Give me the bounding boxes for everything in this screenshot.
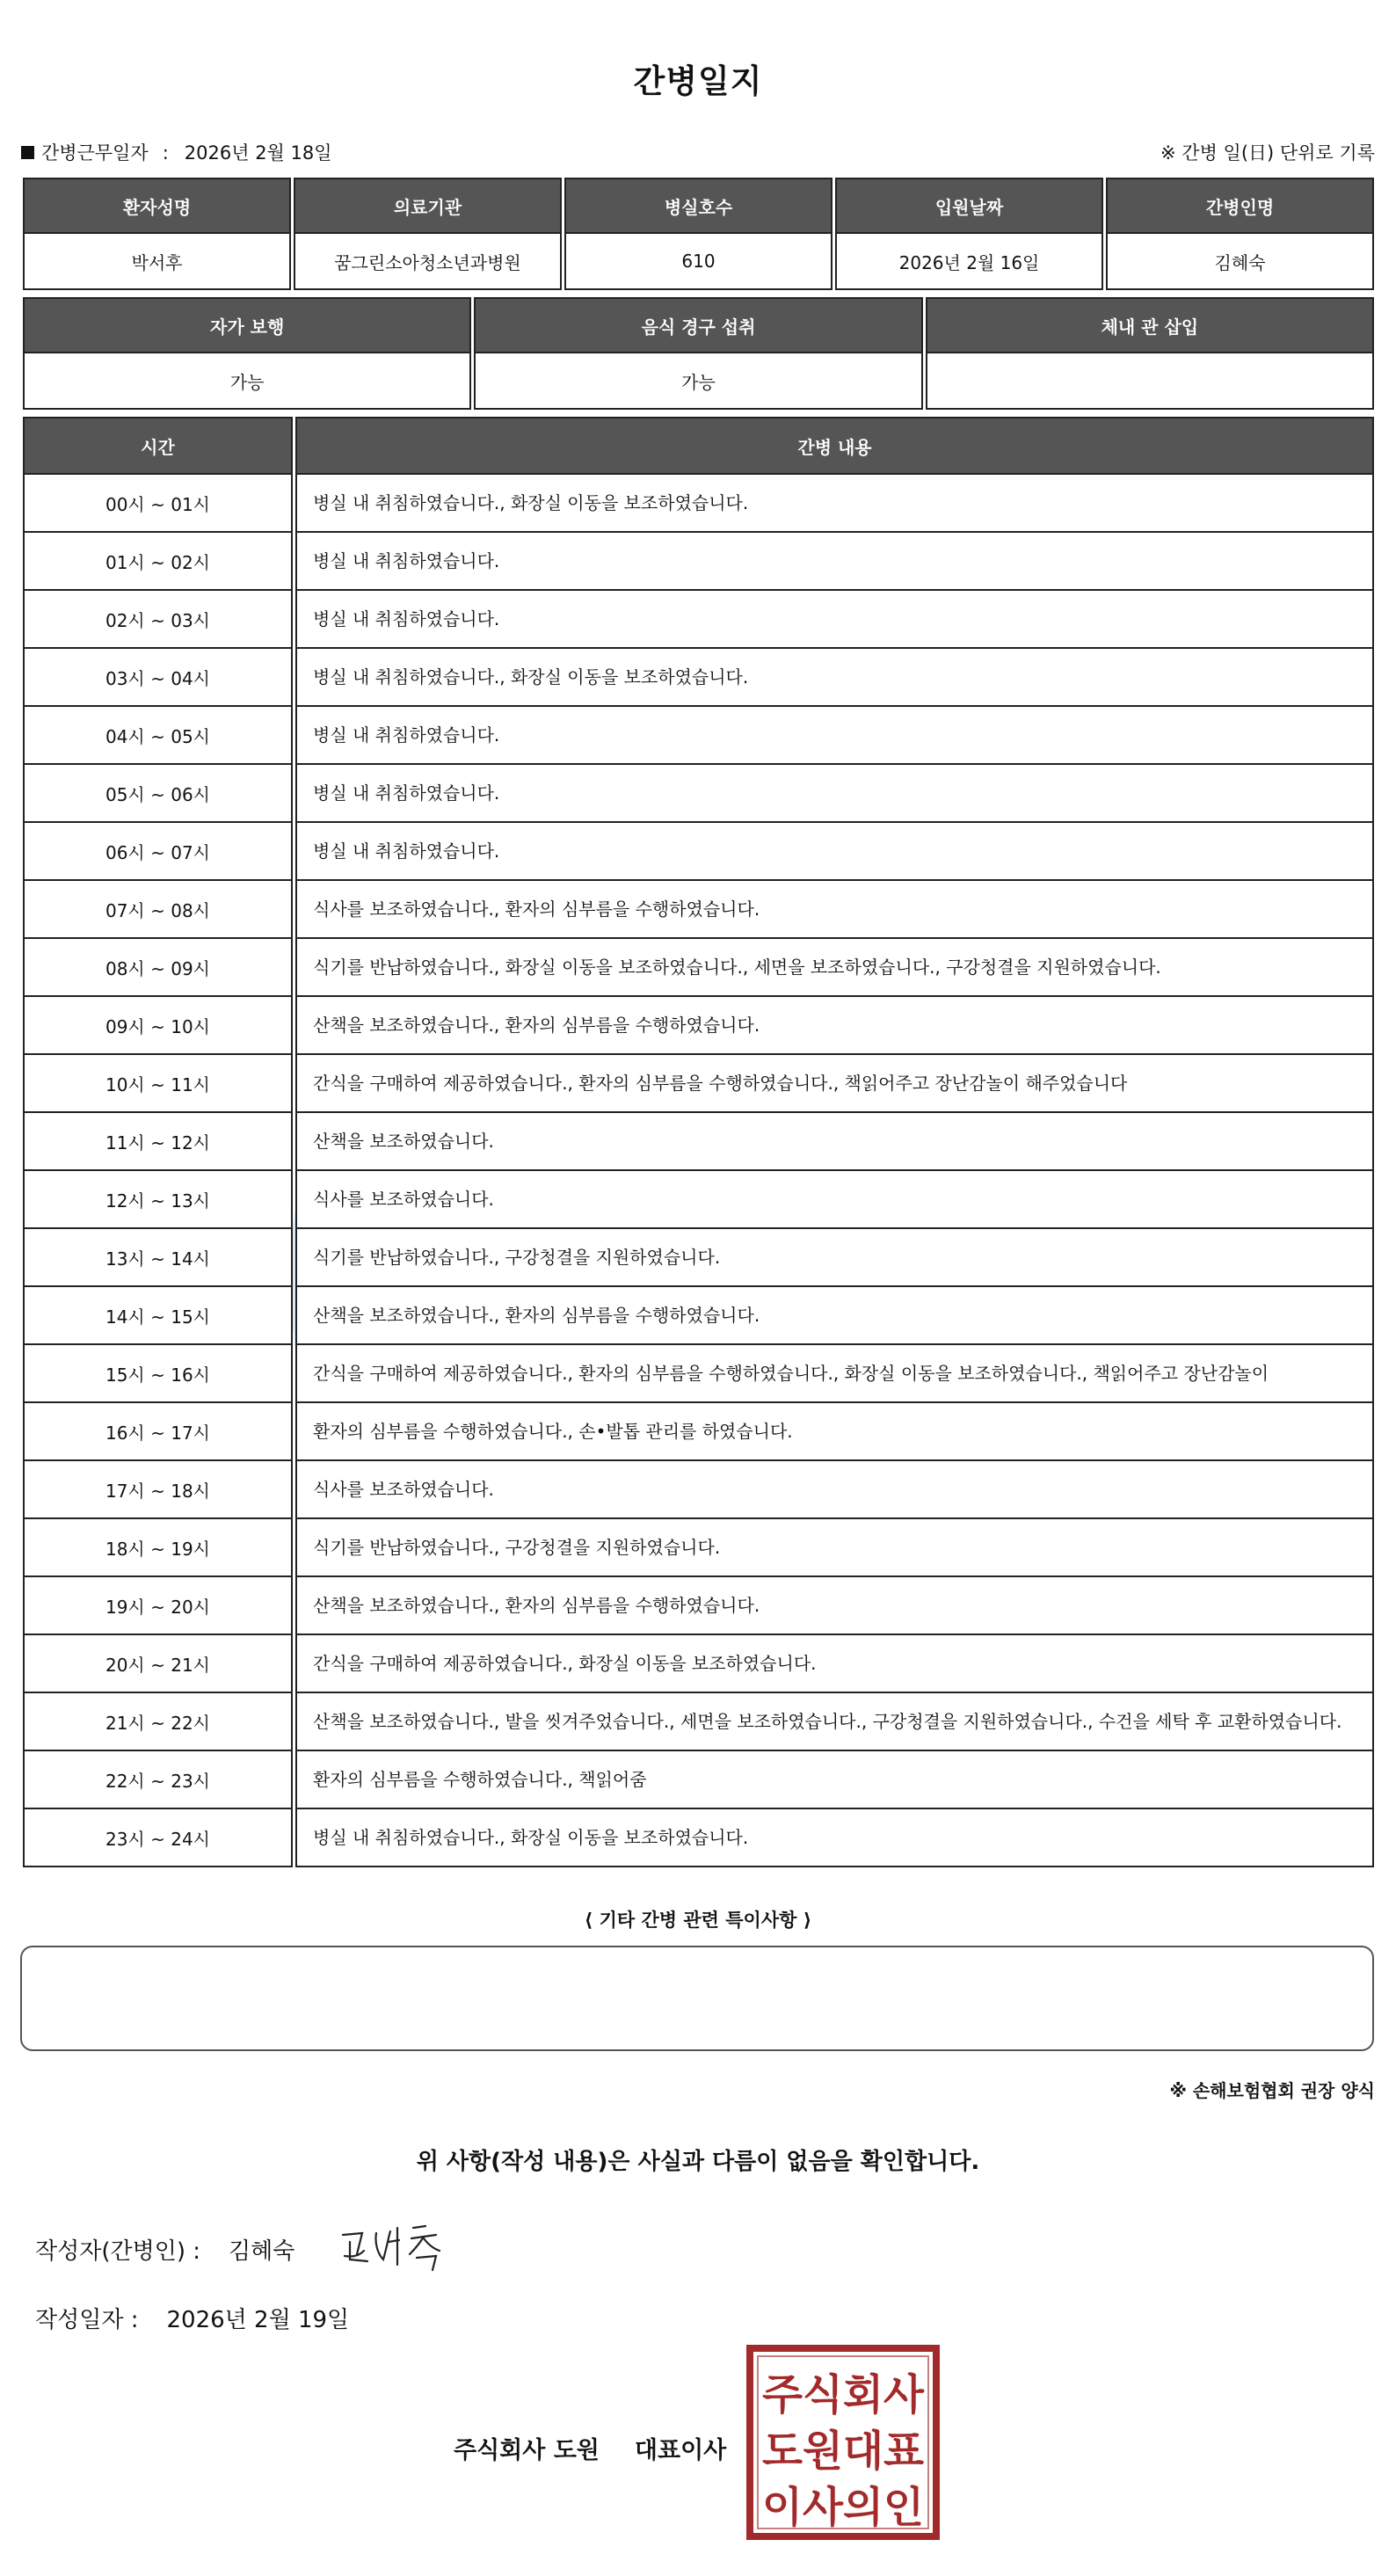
form-source-note: ※ 손해보험협회 권장 양식 xyxy=(1169,2080,1375,2101)
header-patient-name: 환자성명 xyxy=(23,178,291,234)
log-row xyxy=(23,591,1374,649)
seal-text-line: 이사의인 xyxy=(762,2483,924,2532)
log-time: 12시 ~ 13시 xyxy=(23,1171,293,1229)
square-bullet-icon xyxy=(21,146,34,159)
log-row xyxy=(23,765,1374,823)
oral-intake: 가능 xyxy=(474,353,922,410)
log-time: 07시 ~ 08시 xyxy=(23,881,293,939)
log-time: 15시 ~ 16시 xyxy=(23,1345,293,1403)
log-row xyxy=(23,939,1374,997)
status-header-row xyxy=(23,297,1374,353)
log-row xyxy=(23,1287,1374,1345)
log-row xyxy=(23,1055,1374,1113)
room-number: 610 xyxy=(564,234,833,290)
care-date-value: 2026년 2월 18일 xyxy=(184,142,332,164)
log-row xyxy=(23,533,1374,591)
log-header-row xyxy=(23,417,1374,475)
log-content: 식기를 반납하였습니다., 구강청결을 지원하였습니다. xyxy=(295,1519,1374,1577)
log-time: 16시 ~ 17시 xyxy=(23,1403,293,1461)
log-row xyxy=(23,1809,1374,1867)
company-role: 대표이사 xyxy=(634,2437,727,2464)
log-row xyxy=(23,649,1374,707)
patient-name: 박서후 xyxy=(23,234,291,290)
patient-header-row xyxy=(23,178,1374,234)
log-content: 병실 내 취침하였습니다., 화장실 이동을 보조하였습니다. xyxy=(295,475,1374,533)
patient-info-table xyxy=(20,178,1377,290)
remarks-title: ⟨ 기타 간병 관련 특이사항 ⟩ xyxy=(584,1910,812,1931)
log-content: 병실 내 취침하였습니다., 화장실 이동을 보조하였습니다. xyxy=(295,1809,1374,1867)
log-row xyxy=(23,1635,1374,1693)
patient-status-table xyxy=(20,297,1377,410)
log-content: 환자의 심부름을 수행하였습니다., 손•발톱 관리를 하였습니다. xyxy=(295,1403,1374,1461)
writer-label: 작성자(간병인) : xyxy=(35,2238,201,2265)
log-time: 13시 ~ 14시 xyxy=(23,1229,293,1287)
log-content: 간식을 구매하여 제공하였습니다., 화장실 이동을 보조하였습니다. xyxy=(295,1635,1374,1693)
log-row xyxy=(23,1171,1374,1229)
log-content: 식사를 보조하였습니다., 환자의 심부름을 수행하였습니다. xyxy=(295,881,1374,939)
header-self-walking: 자가 보행 xyxy=(23,297,471,353)
log-time: 11시 ~ 12시 xyxy=(23,1113,293,1171)
care-date-separator: : xyxy=(162,142,169,164)
log-row xyxy=(23,1229,1374,1287)
care-date-row xyxy=(21,139,1375,165)
company-name: 주식회사 도원 xyxy=(454,2437,600,2464)
header-institution: 의료기관 xyxy=(294,178,562,234)
log-time: 02시 ~ 03시 xyxy=(23,591,293,649)
writer-line xyxy=(35,2233,294,2266)
log-content: 식기를 반납하였습니다., 구강청결을 지원하였습니다. xyxy=(295,1229,1374,1287)
log-row xyxy=(23,1345,1374,1403)
log-row xyxy=(23,707,1374,765)
log-content: 병실 내 취침하였습니다., 화장실 이동을 보조하였습니다. xyxy=(295,649,1374,707)
log-content: 식사를 보조하였습니다. xyxy=(295,1461,1374,1519)
company-line xyxy=(454,2431,726,2465)
log-time: 21시 ~ 22시 xyxy=(23,1693,293,1751)
log-time: 22시 ~ 23시 xyxy=(23,1751,293,1809)
log-time: 00시 ~ 01시 xyxy=(23,475,293,533)
seal-text-line: 주식회사 xyxy=(762,2370,925,2420)
log-time: 05시 ~ 06시 xyxy=(23,765,293,823)
log-time: 18시 ~ 19시 xyxy=(23,1519,293,1577)
log-content: 산책을 보조하였습니다., 발을 씻겨주었습니다., 세면을 보조하였습니다., 구강청결을 지원하였습니다., 수건을 세탁 후 교환하였습니다. xyxy=(295,1693,1374,1751)
log-content: 병실 내 취침하였습니다. xyxy=(295,533,1374,591)
log-time: 19시 ~ 20시 xyxy=(23,1577,293,1635)
self-walking: 가능 xyxy=(23,353,471,410)
log-content: 식사를 보조하였습니다. xyxy=(295,1171,1374,1229)
log-content: 병실 내 취침하였습니다. xyxy=(295,765,1374,823)
log-content: 환자의 심부름을 수행하였습니다., 책읽어줌 xyxy=(295,1751,1374,1809)
log-content: 산책을 보조하였습니다., 환자의 심부름을 수행하였습니다. xyxy=(295,1577,1374,1635)
log-time: 14시 ~ 15시 xyxy=(23,1287,293,1345)
log-content: 간식을 구매하여 제공하였습니다., 환자의 심부름을 수행하였습니다., 책읽어주고 장난감놀이 해주었습니다 xyxy=(295,1055,1374,1113)
care-date-label: 간병근무일자 xyxy=(41,142,149,164)
log-row xyxy=(23,1751,1374,1809)
log-time: 08시 ~ 09시 xyxy=(23,939,293,997)
log-row xyxy=(23,1113,1374,1171)
log-content: 간식을 구매하여 제공하였습니다., 환자의 심부름을 수행하였습니다., 화장실 이동을 보조하였습니다., 책읽어주고 장난감놀이 xyxy=(295,1345,1374,1403)
log-row xyxy=(23,1577,1374,1635)
log-time: 09시 ~ 10시 xyxy=(23,997,293,1055)
header-time: 시간 xyxy=(23,417,293,475)
log-row xyxy=(23,823,1374,881)
log-time: 17시 ~ 18시 xyxy=(23,1461,293,1519)
header-oral-intake: 음식 경구 섭취 xyxy=(474,297,922,353)
written-date-label: 작성일자 : xyxy=(35,2307,139,2333)
log-row xyxy=(23,475,1374,533)
log-time: 01시 ~ 02시 xyxy=(23,533,293,591)
log-content: 식기를 반납하였습니다., 화장실 이동을 보조하였습니다., 세면을 보조하였습니다., 구강청결을 지원하였습니다. xyxy=(295,939,1374,997)
institution: 꿈그린소아청소년과병원 xyxy=(294,234,562,290)
log-time: 04시 ~ 05시 xyxy=(23,707,293,765)
remarks-box xyxy=(20,1946,1374,2051)
care-date xyxy=(21,139,332,165)
admission-date: 2026년 2월 16일 xyxy=(835,234,1103,290)
caregiver-name: 김혜숙 xyxy=(1106,234,1374,290)
log-row xyxy=(23,997,1374,1055)
record-unit-note: ※ 간병 일(日) 단위로 기록 xyxy=(1160,142,1375,164)
writer-name: 김혜숙 xyxy=(229,2238,295,2265)
log-row xyxy=(23,1403,1374,1461)
written-date-value: 2026년 2월 19일 xyxy=(166,2307,350,2333)
log-content: 병실 내 취침하였습니다. xyxy=(295,591,1374,649)
log-content: 병실 내 취침하였습니다. xyxy=(295,707,1374,765)
document-title: 간병일지 xyxy=(633,62,763,100)
log-content: 산책을 보조하였습니다., 환자의 심부름을 수행하였습니다. xyxy=(295,997,1374,1055)
log-time: 20시 ~ 21시 xyxy=(23,1635,293,1693)
header-care-content: 간병 내용 xyxy=(295,417,1374,475)
log-content: 산책을 보조하였습니다. xyxy=(295,1113,1374,1171)
log-content: 산책을 보조하였습니다., 환자의 심부름을 수행하였습니다. xyxy=(295,1287,1374,1345)
seal-text-line: 도원대표 xyxy=(762,2427,925,2476)
header-room-number: 병실호수 xyxy=(564,178,833,234)
header-tube-insertion: 체내 관 삽입 xyxy=(926,297,1374,353)
header-admission-date: 입원날짜 xyxy=(835,178,1103,234)
log-row xyxy=(23,1519,1374,1577)
log-time: 06시 ~ 07시 xyxy=(23,823,293,881)
handwritten-signature xyxy=(338,2216,452,2277)
header-caregiver-name: 간병인명 xyxy=(1106,178,1374,234)
confirmation-statement: 위 사항(작성 내용)은 사실과 다름이 없음을 확인합니다. xyxy=(416,2149,980,2175)
log-time: 10시 ~ 11시 xyxy=(23,1055,293,1113)
log-row xyxy=(23,881,1374,939)
written-date-line xyxy=(35,2302,349,2334)
patient-value-row xyxy=(23,234,1374,290)
log-row xyxy=(23,1693,1374,1751)
log-time: 03시 ~ 04시 xyxy=(23,649,293,707)
log-time: 23시 ~ 24시 xyxy=(23,1809,293,1867)
status-value-row xyxy=(23,353,1374,410)
log-content: 병실 내 취침하였습니다. xyxy=(295,823,1374,881)
company-seal-stamp xyxy=(745,2344,941,2541)
care-log-table xyxy=(20,417,1377,1867)
log-row xyxy=(23,1461,1374,1519)
tube-insertion xyxy=(926,353,1374,410)
